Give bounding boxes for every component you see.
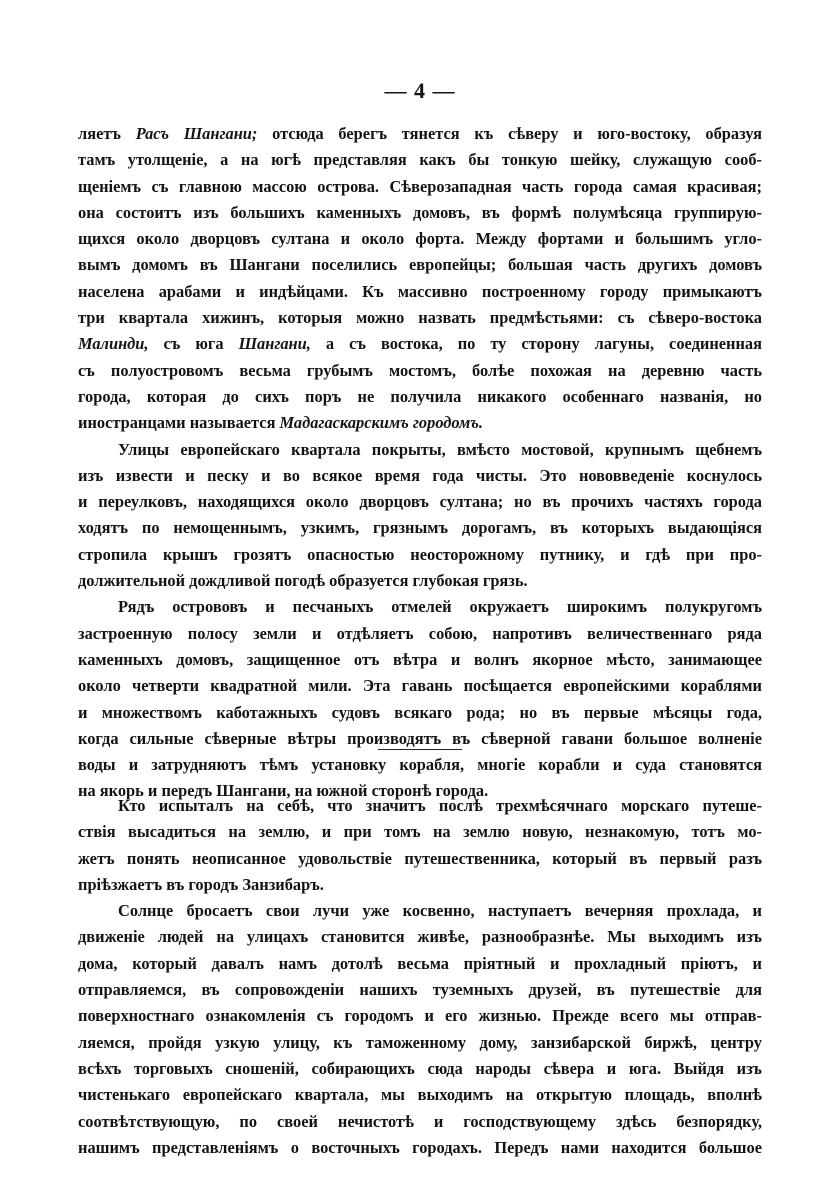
italic-place-name: Расъ Шангани;	[135, 124, 258, 143]
text-line: поверхностнаго ознакомленія съ городомъ и его жизнью. Прежде всего мы отправ-	[78, 1006, 762, 1026]
text-line: дома, который давалъ намъ дотолѣ весьма пріятный и прохладный пріютъ, и	[78, 953, 762, 973]
text-line: стропила крышъ грозятъ опасностью неосторожному путнику, и гдѣ при про-	[78, 544, 762, 564]
text-line: пріѣзжаетъ въ городъ Занзибаръ.	[78, 874, 324, 894]
text-line: тамъ утолщеніе, а на югѣ представляя какъ бы тонкую шейку, служащую сооб-	[78, 150, 762, 170]
text-line: соотвѣтствующую, по своей нечистотѣ и господствующему здѣсь безпорядку,	[78, 1111, 762, 1131]
text-line: и множествомъ каботажныхъ судовъ всякаго рода; но въ первые мѣсяцы года,	[78, 702, 762, 722]
text-line: Рядъ острововъ и песчаныхъ отмелей окружаетъ широкимъ полукругомъ	[118, 597, 762, 617]
text-line: три квартала хижинъ, которыя можно назвать предмѣстьями: съ сѣверо-востока	[78, 308, 762, 328]
text-line: изъ извести и песку и во всякое время года чисты. Это нововведеніе коснулось	[78, 465, 762, 485]
text-line: ствія высадиться на землю, и при томъ на землю новую, незнакомую, тотъ мо-	[78, 822, 762, 842]
text-line: Улицы европейскаго квартала покрыты, вмѣсто мостовой, крупнымъ щебнемъ	[118, 439, 762, 459]
text-line: Солнце бросаетъ свои лучи уже косвенно, наступаетъ вечерняя прохлада, и	[118, 901, 762, 921]
text-line	[78, 410, 762, 436]
text-section-2	[78, 793, 762, 1161]
line-text: а съ востока, по ту сторону лагуны, соединенная	[310, 334, 762, 354]
section-divider	[378, 749, 462, 750]
line-text: иностранцами называется	[78, 413, 280, 433]
text-line: города, которая до сихъ поръ не получила никакого особеннаго названія, но	[78, 386, 762, 406]
text-line: когда сильные сѣверные вѣтры производятъ въ сѣверной гавани большое волненіе	[78, 728, 762, 748]
text-line: движеніе людей на улицахъ становится живѣе, разнообразнѣе. Мы выходимъ изъ	[78, 927, 762, 947]
italic-place-name: Шангани,	[238, 334, 311, 354]
text-line: ходятъ по немощеннымъ, узкимъ, грязнымъ дорогамъ, въ которыхъ выдающіяся	[78, 518, 762, 538]
text-line: чистенькаго европейскаго квартала, мы выходимъ на открытую площадь, вполнѣ	[78, 1085, 762, 1105]
text-line: Кто испыталъ на себѣ, что значитъ послѣ трехмѣсячнаго морскаго путеше-	[118, 796, 762, 815]
text-line: около четверти квадратной мили. Эта гавань посѣщается европейскими кораблями	[78, 676, 762, 696]
text-section-1	[78, 121, 762, 805]
italic-place-name: Мадагаскарскимъ городомъ.	[279, 413, 483, 433]
text-line: должительной дождливой погодѣ образуется глубокая грязь.	[78, 571, 528, 591]
line-text: отсюда берегъ тянется къ сѣверу и юго-востоку, образуя	[257, 124, 762, 143]
text-line: населена арабами и индѣйцами. Къ массивно построенному городу примыкаютъ	[78, 281, 762, 301]
text-line: вымъ домомъ въ Шангани поселились европейцы; большая часть другихъ домовъ	[78, 255, 762, 275]
text-line: на якорь и передъ Шангани, на южной сторонѣ города.	[78, 781, 489, 801]
italic-place-name: Малинди,	[78, 334, 149, 354]
text-line: отправляемся, въ сопровожденіи нашихъ туземныхъ друзей, въ путешествіе для	[78, 980, 762, 1000]
text-line: ляемся, пройдя узкую улицу, къ таможенному дому, занзибарской биржѣ, центру	[78, 1032, 762, 1052]
line-text: ляетъ	[78, 124, 136, 143]
text-line: щихся около дворцовъ султана и около форта. Между фортами и большимъ угло-	[78, 229, 762, 249]
text-line: застроенную полосу земли и отдѣляетъ собою, напротивъ величественнаго ряда	[78, 623, 762, 643]
line-text: съ юга	[148, 334, 239, 354]
text-line: она состоитъ изъ большихъ каменныхъ домовъ, въ формѣ полумѣсяца группирую-	[78, 202, 762, 222]
text-line: жетъ понять неописанное удовольствіе путешественника, который въ первый разъ	[78, 848, 762, 868]
text-line	[78, 121, 762, 147]
text-line: воды и затрудняютъ тѣмъ установку корабля, многіе корабли и суда становятся	[78, 755, 762, 775]
text-line: каменныхъ домовъ, защищенное отъ вѣтра и волнъ якорное мѣсто, занимающее	[78, 649, 762, 669]
page-number: — 4 —	[384, 78, 456, 103]
text-line: нашимъ представленіямъ о восточныхъ городахъ. Передъ нами находится большое	[78, 1137, 762, 1157]
text-line: съ полуостровомъ весьма грубымъ мостомъ, болѣе похожая на деревню часть	[78, 360, 762, 380]
text-line: всѣхъ торговыхъ сношеній, собирающихъ сюда народы сѣвера и юга. Выйдя изъ	[78, 1058, 762, 1078]
text-line	[78, 331, 762, 357]
text-line: и переулковъ, находящихся около дворцовъ султана; но въ прочихъ частяхъ города	[78, 492, 762, 512]
text-line: щеніемъ съ главною массою острова. Сѣверозападная часть города самая красивая;	[78, 176, 762, 196]
